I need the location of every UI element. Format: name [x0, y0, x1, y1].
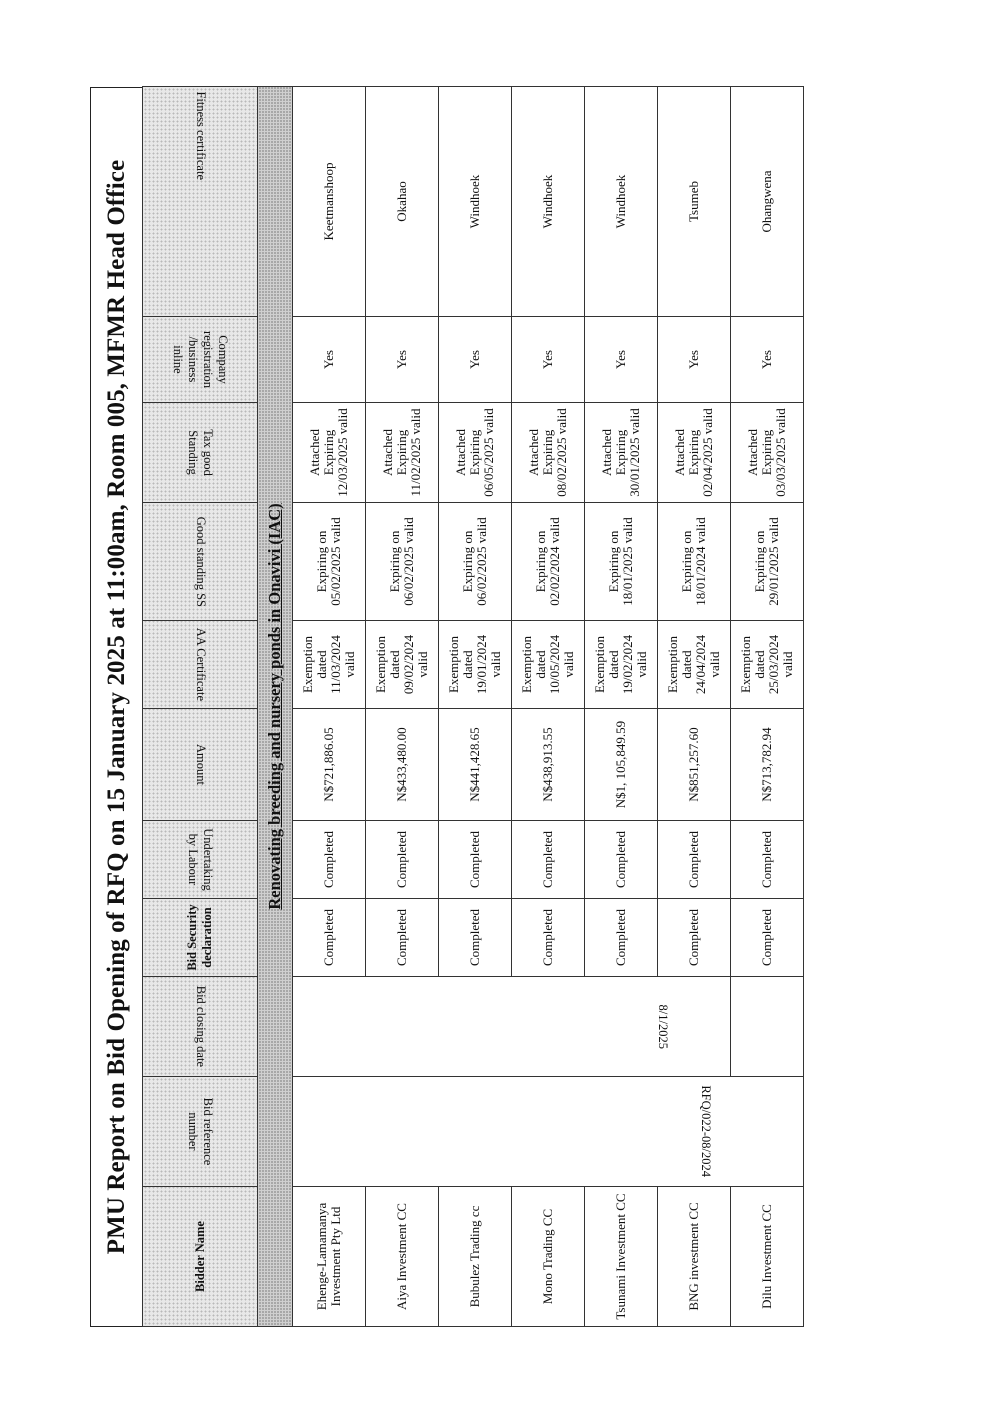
header-amount: Amount	[143, 709, 258, 821]
good-ss-cell: Expiring on 06/02/2025 valid	[439, 503, 512, 621]
amount-cell: N$433,480.00	[366, 709, 439, 821]
bidder-name-cell: BNG investment CC	[658, 1187, 731, 1327]
tax-cell: Attached Expiring 11/02/2025 valid	[366, 403, 439, 503]
header-tax-good-standing: Tax good Standing	[143, 403, 258, 503]
tax-cell: Attached Expiring 03/03/2025 valid	[731, 403, 804, 503]
tax-cell: Attached Expiring 12/03/2025 valid	[293, 403, 366, 503]
bid-reference-cell	[293, 1077, 804, 1187]
bid-closing-date: 8/1/2025	[656, 1004, 670, 1049]
tax-cell: Attached Expiring 06/05/2025 valid	[439, 403, 512, 503]
bid-security-cell: Completed	[658, 899, 731, 977]
header-undertaking-by-labour: Undertaking by Labour	[143, 821, 258, 899]
company-reg-cell: Yes	[512, 317, 585, 403]
bid-security-cell: Completed	[585, 899, 658, 977]
good-ss-cell: Expiring on 06/02/2025 valid	[366, 503, 439, 621]
bid-reference-number: RFQ/022-08/2024	[699, 1085, 713, 1178]
aa-certificate-cell: Exemption dated 24/04/2024 valid	[658, 621, 731, 709]
labour-cell: Completed	[366, 821, 439, 899]
bid-security-cell: Completed	[293, 899, 366, 977]
good-ss-cell: Expiring on 02/02/2024 valid	[512, 503, 585, 621]
bidder-name-cell: Mono Trading CC	[512, 1187, 585, 1327]
aa-certificate-cell: Exemption dated 19/01/2024 valid	[439, 621, 512, 709]
section-row	[258, 87, 293, 1327]
fitness-cell: Keetmanshoop	[293, 87, 366, 317]
amount-cell: N$851,257.60	[658, 709, 731, 821]
header-good-standing-ss: Good standing SS	[143, 503, 258, 621]
company-reg-cell: Yes	[658, 317, 731, 403]
company-reg-cell: Yes	[293, 317, 366, 403]
bid-closing-date-cell	[293, 977, 731, 1077]
company-reg-cell: Yes	[366, 317, 439, 403]
amount-cell: N$438,913.55	[512, 709, 585, 821]
bid-security-cell: Completed	[439, 899, 512, 977]
header-bid-reference-number: Bid reference number	[143, 1077, 258, 1187]
aa-certificate-cell: Exemption dated 19/02/2024 valid	[585, 621, 658, 709]
bidder-name-cell: Aiya Investment CC	[366, 1187, 439, 1327]
company-reg-cell: Yes	[439, 317, 512, 403]
header-bid-security-declaration: Bid Security declaration	[143, 899, 258, 977]
bidder-name-cell: Tsunami Investment CC	[585, 1187, 658, 1327]
good-ss-cell: Expiring on 18/01/2025 valid	[585, 503, 658, 621]
bid-security-cell: Completed	[512, 899, 585, 977]
fitness-cell: Ohangwena	[731, 87, 804, 317]
amount-cell: N$441,428.65	[439, 709, 512, 821]
labour-cell: Completed	[512, 821, 585, 899]
report-title: PMU Report on Bid Opening of RFQ on 15 January 2025 at 11:00am, Room 005, MFMR Head Office	[90, 87, 142, 1327]
labour-cell: Completed	[585, 821, 658, 899]
amount-cell: N$721,886.05	[293, 709, 366, 821]
amount-cell: N$713,782.94	[731, 709, 804, 821]
bid-security-cell: Completed	[731, 899, 804, 977]
amount-cell: N$1, 105,849.59	[585, 709, 658, 821]
aa-certificate-cell: Exemption dated 25/03/2024 valid	[731, 621, 804, 709]
labour-cell: Completed	[731, 821, 804, 899]
header-bid-closing-date: Bid closing date	[143, 977, 258, 1077]
header-aa-certificate: AA Certificate	[143, 621, 258, 709]
bidder-name-cell: Ehenge-Lamamanya Investment Pty Ltd	[293, 1187, 366, 1327]
labour-cell: Completed	[658, 821, 731, 899]
aa-certificate-cell: Exemption dated 11/03/2024 valid	[293, 621, 366, 709]
good-ss-cell: Expiring on 05/02/2025 valid	[293, 503, 366, 621]
labour-cell: Completed	[293, 821, 366, 899]
bidder-name-cell: Bubulez Trading cc	[439, 1187, 512, 1327]
bid-security-cell: Completed	[366, 899, 439, 977]
aa-certificate-cell: Exemption dated 10/05/2024 valid	[512, 621, 585, 709]
tax-cell: Attached Expiring 02/04/2025 valid	[658, 403, 731, 503]
fitness-cell: Okahao	[366, 87, 439, 317]
rotated-report-page	[90, 87, 835, 1327]
tax-cell: Attached Expiring 30/01/2025 valid	[585, 403, 658, 503]
fitness-cell: Windhoek	[512, 87, 585, 317]
fitness-cell: Windhoek	[585, 87, 658, 317]
tax-cell: Attached Expiring 08/02/2025 valid	[512, 403, 585, 503]
fitness-cell: Windhoek	[439, 87, 512, 317]
header-company-registration: Company registration /business inline	[143, 317, 258, 403]
section-title: Renovating breeding and nursery ponds in Onavivi (IAC)	[258, 87, 293, 1327]
bid-opening-table	[142, 86, 804, 1327]
good-ss-cell: Expiring on 29/01/2025 valid	[731, 503, 804, 621]
header-fitness-certificate: Fitness certificate	[143, 87, 258, 317]
header-bidder-name: Bidder Name	[143, 1187, 258, 1327]
fitness-cell: Tsumeb	[658, 87, 731, 317]
bid-closing-date-empty-cell	[731, 977, 804, 1077]
good-ss-cell: Expiring on 18/01/2024 valid	[658, 503, 731, 621]
bidder-name-cell: Dilu Investment CC	[731, 1187, 804, 1327]
labour-cell: Completed	[439, 821, 512, 899]
aa-certificate-cell: Exemption dated 09/02/2024 valid	[366, 621, 439, 709]
company-reg-cell: Yes	[731, 317, 804, 403]
header-row	[143, 87, 258, 1327]
company-reg-cell: Yes	[585, 317, 658, 403]
table-row	[293, 87, 366, 1327]
